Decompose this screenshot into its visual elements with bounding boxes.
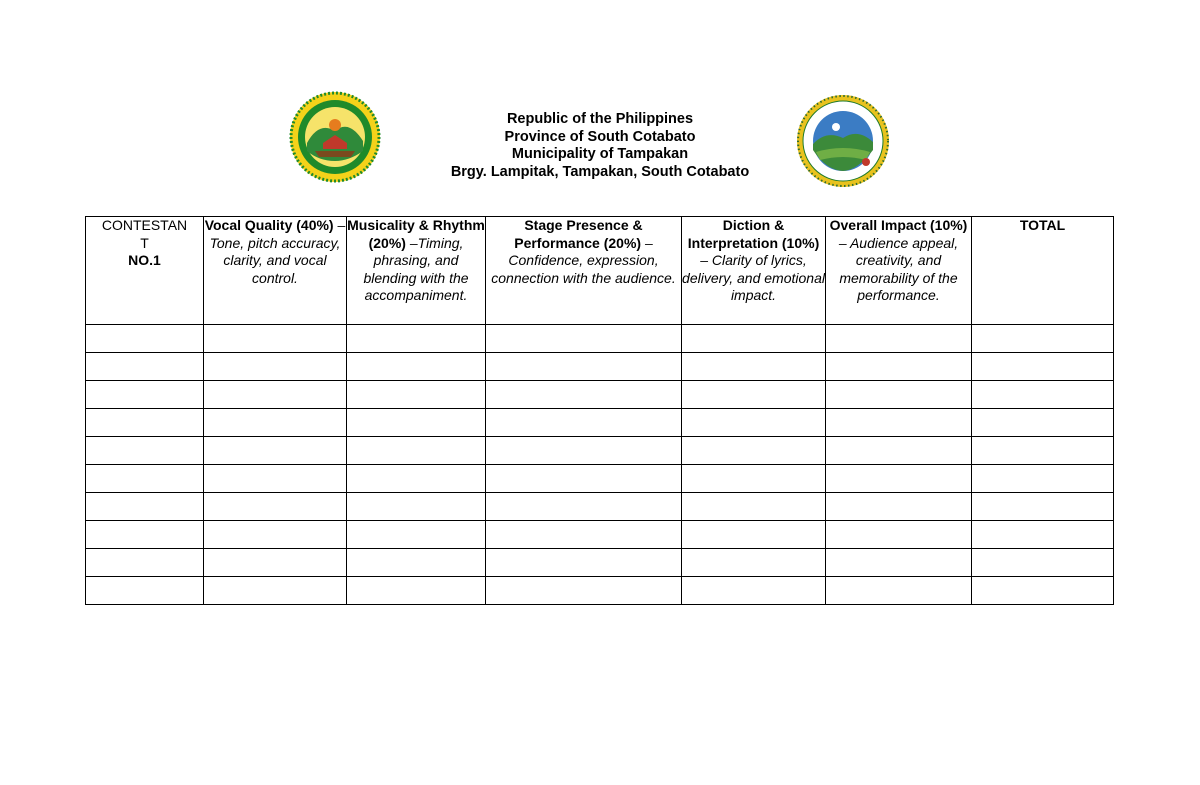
header-line-province: Province of South Cotabato <box>504 128 696 145</box>
barangay-seal-right <box>796 94 890 188</box>
header-line-republic: Republic of the Philippines <box>506 111 694 127</box>
vocal-quality-desc: – Tone, pitch accuracy, clarity, and vocal control. <box>209 217 346 286</box>
header-contestant <box>86 217 204 325</box>
table-cell[interactable] <box>972 577 1114 605</box>
header-stage-presence <box>486 217 682 325</box>
table-cell[interactable] <box>86 465 204 493</box>
table-cell[interactable] <box>486 381 682 409</box>
table-cell[interactable] <box>826 549 972 577</box>
table-cell[interactable] <box>826 325 972 353</box>
table-cell[interactable] <box>86 325 204 353</box>
table-cell[interactable] <box>86 381 204 409</box>
header-overall-impact <box>826 217 972 325</box>
table-row <box>86 549 1114 577</box>
table-row <box>86 325 1114 353</box>
table-cell[interactable] <box>204 521 347 549</box>
total-title: TOTAL <box>1019 217 1066 233</box>
table-cell[interactable] <box>204 381 347 409</box>
table-cell[interactable] <box>972 381 1114 409</box>
table-cell[interactable] <box>86 577 204 605</box>
table-cell[interactable] <box>486 493 682 521</box>
table-cell[interactable] <box>486 353 682 381</box>
header-line-municipality: Municipality of Tampakan <box>511 146 689 162</box>
table-cell[interactable] <box>347 381 486 409</box>
table-row <box>86 521 1114 549</box>
table-row <box>86 381 1114 409</box>
table-row <box>86 437 1114 465</box>
table-cell[interactable] <box>347 521 486 549</box>
table-cell[interactable] <box>682 465 826 493</box>
table-cell[interactable] <box>204 325 347 353</box>
table-cell[interactable] <box>682 493 826 521</box>
table-cell[interactable] <box>972 409 1114 437</box>
table-cell[interactable] <box>347 353 486 381</box>
table-cell[interactable] <box>826 521 972 549</box>
table-cell[interactable] <box>682 409 826 437</box>
table-cell[interactable] <box>682 577 826 605</box>
table-cell[interactable] <box>347 577 486 605</box>
table-cell[interactable] <box>972 521 1114 549</box>
table-cell[interactable] <box>347 325 486 353</box>
document-header <box>420 111 780 181</box>
table-row <box>86 409 1114 437</box>
header-contestant-b: T <box>140 234 149 251</box>
table-cell[interactable] <box>972 493 1114 521</box>
table-cell[interactable] <box>682 437 826 465</box>
table-cell[interactable] <box>826 493 972 521</box>
header-diction <box>682 217 826 325</box>
table-cell[interactable] <box>86 493 204 521</box>
table-cell[interactable] <box>486 465 682 493</box>
table-cell[interactable] <box>486 325 682 353</box>
table-cell[interactable] <box>86 549 204 577</box>
table-row <box>86 465 1114 493</box>
table-cell[interactable] <box>682 549 826 577</box>
header-vocal-quality <box>204 217 347 325</box>
table-cell[interactable] <box>204 353 347 381</box>
table-cell[interactable] <box>826 577 972 605</box>
stage-presence-title: Stage Presence & Performance (20%) <box>514 217 643 251</box>
table-cell[interactable] <box>204 549 347 577</box>
table-cell[interactable] <box>682 381 826 409</box>
table-cell[interactable] <box>204 465 347 493</box>
table-cell[interactable] <box>347 493 486 521</box>
table-cell[interactable] <box>347 409 486 437</box>
table-cell[interactable] <box>972 549 1114 577</box>
table-cell[interactable] <box>486 549 682 577</box>
table-cell[interactable] <box>204 493 347 521</box>
table-cell[interactable] <box>972 465 1114 493</box>
table-cell[interactable] <box>86 521 204 549</box>
diction-title: Diction & Interpretation (10%) <box>687 217 820 251</box>
table-cell[interactable] <box>826 353 972 381</box>
table-row <box>86 493 1114 521</box>
table-cell[interactable] <box>347 549 486 577</box>
header-line-barangay: Brgy. Lampitak, Tampakan, South Cotabato <box>450 163 750 180</box>
table-cell[interactable] <box>682 521 826 549</box>
header-musicality <box>347 217 486 325</box>
table-cell[interactable] <box>86 409 204 437</box>
table-cell[interactable] <box>486 521 682 549</box>
table-cell[interactable] <box>972 353 1114 381</box>
overall-impact-desc: – Audience appeal, creativity, and memorability of the performance. <box>838 234 959 303</box>
table-cell[interactable] <box>682 353 826 381</box>
table-cell[interactable] <box>682 325 826 353</box>
table-cell[interactable] <box>204 409 347 437</box>
header-total <box>972 217 1114 325</box>
table-cell[interactable] <box>204 577 347 605</box>
table-cell[interactable] <box>486 577 682 605</box>
table-cell[interactable] <box>826 437 972 465</box>
table-cell[interactable] <box>486 409 682 437</box>
overall-impact-title: Overall Impact (10%) <box>829 217 968 233</box>
table-row <box>86 353 1114 381</box>
scoring-table <box>85 216 1114 605</box>
table-cell[interactable] <box>826 465 972 493</box>
table-cell[interactable] <box>204 437 347 465</box>
table-row <box>86 577 1114 605</box>
table-cell[interactable] <box>972 325 1114 353</box>
table-cell[interactable] <box>972 437 1114 465</box>
table-cell[interactable] <box>347 465 486 493</box>
stage-presence-desc: – Confidence, expression, connection with the audience. <box>491 234 676 286</box>
header-contestant-a: CONTESTAN <box>101 217 188 233</box>
table-cell[interactable] <box>347 437 486 465</box>
header-contestant-no: NO.1 <box>128 252 161 268</box>
table-cell[interactable] <box>826 409 972 437</box>
table-cell[interactable] <box>486 437 682 465</box>
table-cell[interactable] <box>826 381 972 409</box>
diction-desc: – Clarity of lyrics, delivery, and emotional impact. <box>682 252 825 303</box>
table-cell[interactable] <box>86 437 204 465</box>
musicality-title: Musicality & Rhythm (20%) <box>347 217 485 251</box>
vocal-quality-title: Vocal Quality (40%) <box>204 217 334 233</box>
musicality-desc: –Timing, phrasing, and blending with the accompaniment. <box>363 234 469 303</box>
municipality-seal-left <box>289 91 381 183</box>
table-header-row <box>86 217 1114 325</box>
table-cell[interactable] <box>86 353 204 381</box>
